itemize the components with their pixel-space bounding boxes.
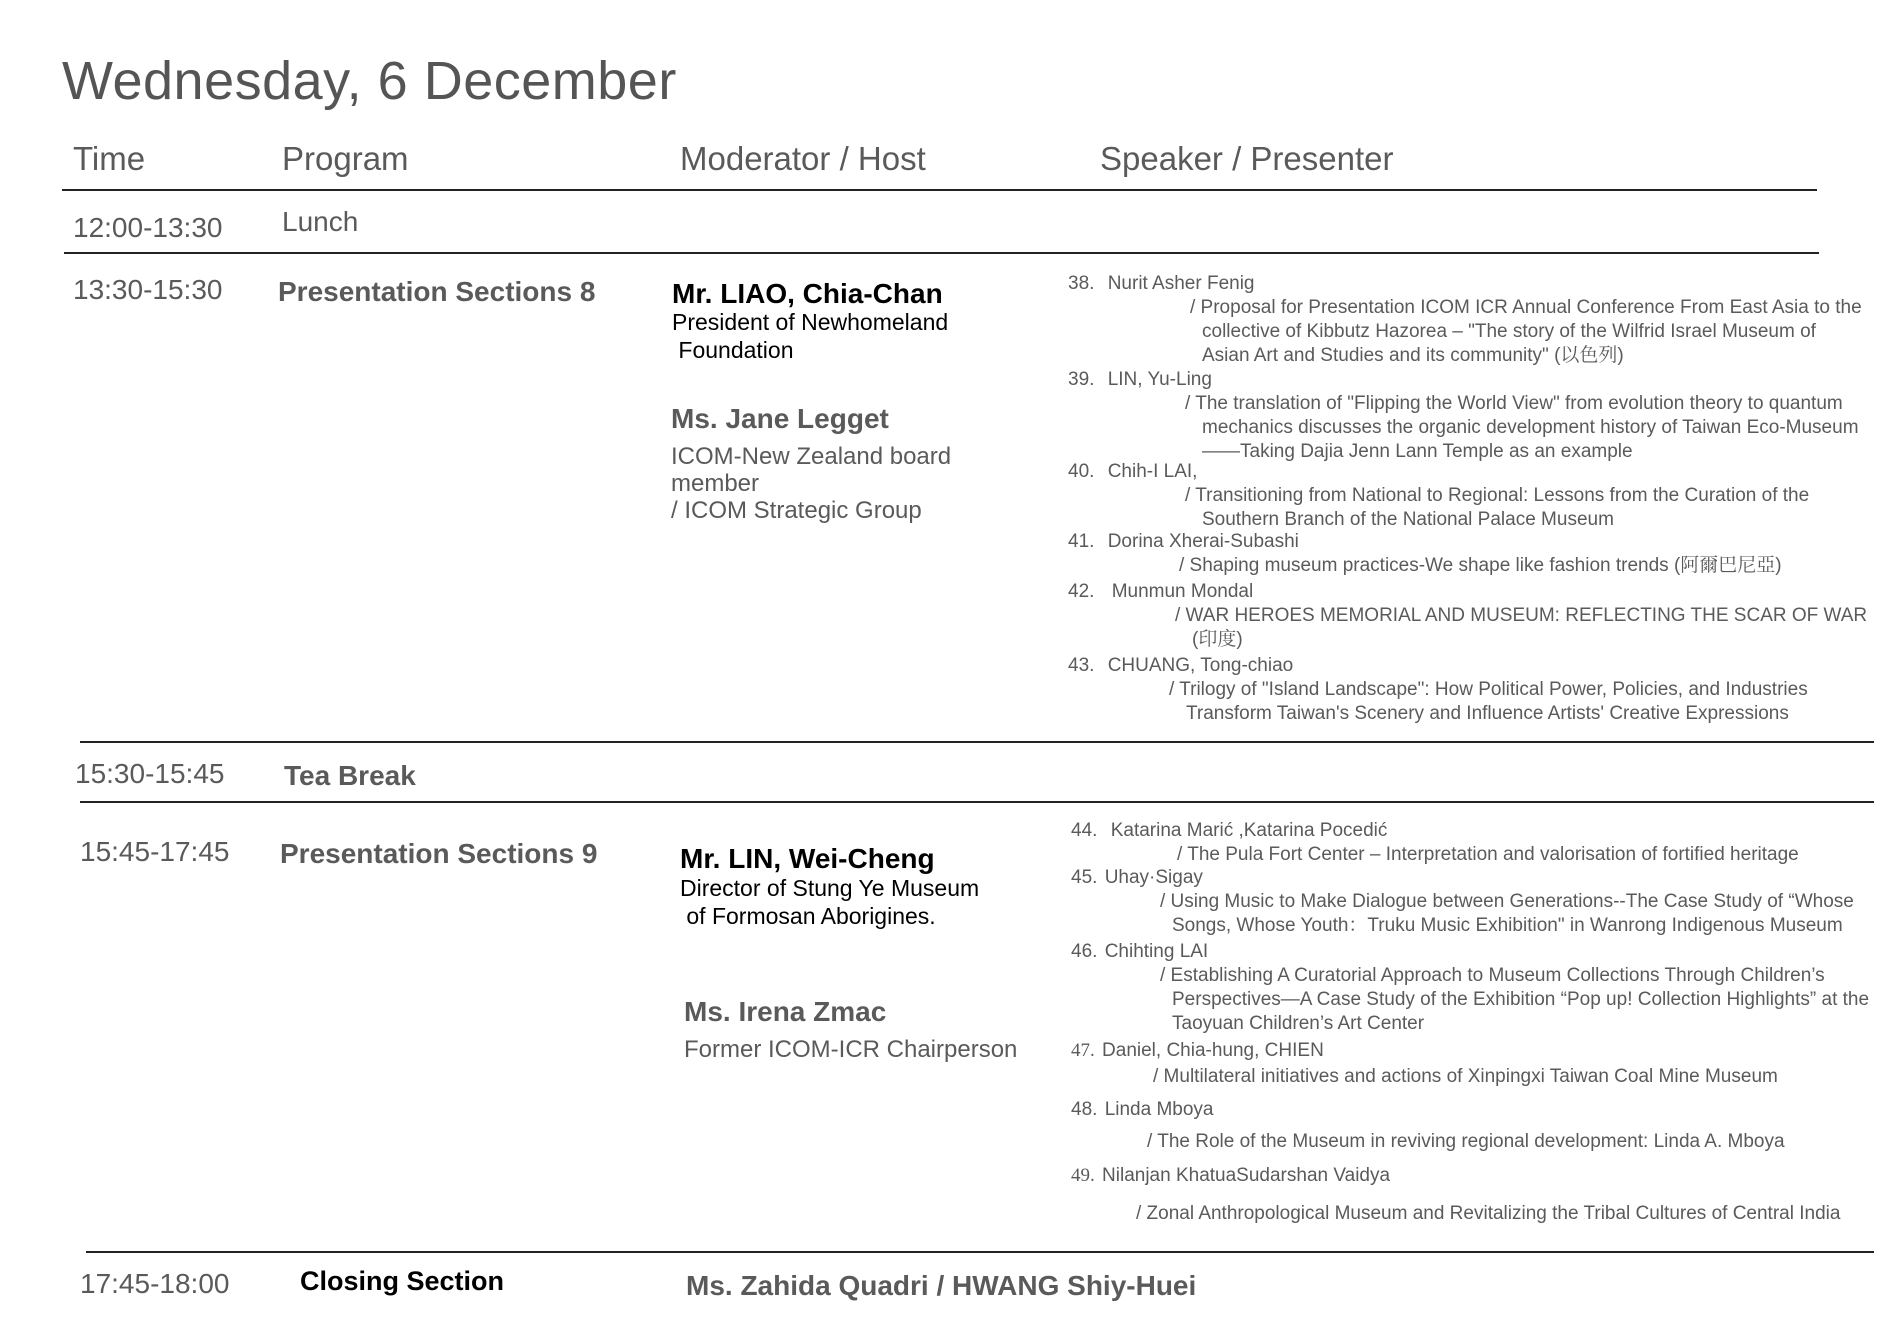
- speaker-entry: [1071, 1098, 1785, 1152]
- teabreak-time: 15:30-15:45: [75, 758, 225, 789]
- speaker-entry: [1071, 866, 1854, 936]
- speaker-talk: / Transitioning from National to Regional: Lessons from the Curation of the Southern Branch of the National Palace Museum: [1185, 485, 1810, 530]
- speaker-name: Linda Mboya: [1104, 1099, 1214, 1120]
- teabreak-divider: [80, 801, 1874, 803]
- lunch-divider: [64, 252, 1819, 254]
- speaker-number: 41.: [1068, 531, 1095, 552]
- lunch-program: Lunch: [282, 206, 359, 237]
- speaker-entry: [1068, 272, 1862, 366]
- closing-host: Ms. Zahida Quadri / HWANG Shiy-Huei: [686, 1270, 1197, 1301]
- speaker-talk: / The Role of the Museum in reviving regional development: Linda A. Mboya: [1147, 1131, 1785, 1152]
- speaker-entry: [1068, 530, 1782, 576]
- speaker-entry: [1071, 940, 1870, 1034]
- header-time: Time: [73, 140, 146, 177]
- speaker-number: 39.: [1068, 369, 1095, 390]
- speaker-entry: [1071, 1039, 1778, 1087]
- section8-time: 13:30-15:30: [73, 274, 223, 305]
- speaker-name: Chih-I LAI,: [1107, 461, 1198, 482]
- speaker-number: 38.: [1068, 273, 1095, 294]
- page-title: Wednesday, 6 December: [62, 51, 677, 111]
- speaker-talk: / Shaping museum practices-We shape like fashion trends (阿爾巴尼亞): [1179, 555, 1782, 576]
- speaker-name: Katarina Marić ,Katarina Pocedić: [1110, 820, 1388, 841]
- speaker-talk: / Multilateral initiatives and actions of Xinpingxi Taiwan Coal Mine Museum: [1153, 1066, 1778, 1087]
- header-program: Program: [282, 140, 409, 177]
- header-divider: [62, 189, 1817, 191]
- speaker-name: LIN, Yu-Ling: [1107, 369, 1212, 390]
- speaker-talk: / Zonal Anthropological Museum and Revitalizing the Tribal Cultures of Central India: [1136, 1203, 1841, 1224]
- header-speaker: Speaker / Presenter: [1100, 140, 1394, 177]
- teabreak-program: Tea Break: [284, 760, 416, 791]
- speaker-talk: / The translation of "Flipping the World View" from evolution theory to quantum mechanics discusses the organic development history of Taiwan Eco-Museum ——Taking Dajia Jenn Lann Temple as an example: [1185, 393, 1859, 462]
- header-moderator: Moderator / Host: [680, 140, 926, 177]
- speaker-talk: / WAR HEROES MEMORIAL AND MUSEUM: REFLECTING THE SCAR OF WAR (印度): [1175, 605, 1868, 650]
- speaker-name: Nilanjan KhatuaSudarshan Vaidya: [1102, 1165, 1391, 1186]
- speaker-name: Chihting LAI: [1104, 941, 1209, 962]
- speaker-entry: [1071, 819, 1799, 865]
- speaker-number: 44.: [1071, 820, 1098, 841]
- speaker-talk: / Proposal for Presentation ICOM ICR Annual Conference From East Asia to the collective of Kibbutz Hazorea – "The story of the Wilfrid Israel Museum of Asian Art and Studies and its community" (以色列): [1190, 297, 1862, 366]
- speaker-entry: [1068, 368, 1859, 462]
- speaker-name: Munmun Mondal: [1111, 581, 1254, 602]
- closing-program: Closing Section: [300, 1266, 505, 1296]
- speaker-talk: / The Pula Fort Center – Interpretation and valorisation of fortified heritage: [1177, 844, 1799, 865]
- section9-moderator1-title: Director of Stung Ye Museum of Formosan Aborigines.: [680, 875, 980, 929]
- section9-time: 15:45-17:45: [80, 836, 230, 867]
- speaker-entry: [1068, 580, 1868, 650]
- section9-divider: [86, 1251, 1874, 1253]
- speaker-entry: [1068, 460, 1810, 530]
- speaker-entry: [1068, 654, 1808, 724]
- closing-time: 17:45-18:00: [80, 1268, 230, 1299]
- speaker-talk: / Establishing A Curatorial Approach to Museum Collections Through Children’s Perspectives—A Case Study of the Exhibition “Pop up! Collection Highlights” at the Taoyuan Children’s Art Center: [1160, 965, 1870, 1034]
- speaker-name: CHUANG, Tong-chiao: [1107, 655, 1294, 676]
- speaker-number: 45.: [1071, 867, 1098, 888]
- section9-moderator2-name: Ms. Irena Zmac: [684, 996, 887, 1027]
- speaker-name: Nurit Asher Fenig: [1107, 273, 1255, 294]
- section8-program: Presentation Sections 8: [278, 276, 596, 307]
- speaker-number: 43.: [1068, 655, 1095, 676]
- section8-moderator1-name: Mr. LIAO, Chia-Chan: [672, 278, 943, 309]
- section9-moderator1-name: Mr. LIN, Wei-Cheng: [680, 843, 935, 874]
- section8-moderator2-name: Ms. Jane Legget: [671, 403, 889, 434]
- section8-moderator2-title: ICOM-New Zealand board member / ICOM Strategic Group: [671, 443, 952, 524]
- speaker-number: 47.: [1071, 1040, 1095, 1061]
- speaker-number: 42.: [1068, 581, 1095, 602]
- lunch-time: 12:00-13:30: [73, 212, 223, 243]
- speaker-name: Daniel, Chia-hung, CHIEN: [1102, 1040, 1324, 1061]
- section9-program: Presentation Sections 9: [280, 838, 598, 869]
- speaker-talk: / Using Music to Make Dialogue between Generations--The Case Study of “Whose Songs, Whose Youth：Truku Music Exhibition" in Wanrong Indigenous Museum: [1160, 891, 1854, 936]
- speaker-number: 40.: [1068, 461, 1095, 482]
- speaker-talk: / Trilogy of "Island Landscape": How Political Power, Policies, and Industries Transform Taiwan's Scenery and Influence Artists' Creative Expressions: [1169, 679, 1808, 724]
- section9-moderator2-title: Former ICOM-ICR Chairperson: [684, 1036, 1018, 1063]
- speaker-name: Dorina Xherai-Subashi: [1107, 531, 1299, 552]
- speaker-name: Uhay·Sigay: [1104, 867, 1203, 888]
- speaker-number: 48.: [1071, 1099, 1098, 1120]
- speaker-entry: [1071, 1164, 1841, 1224]
- speaker-number: 49.: [1071, 1165, 1095, 1186]
- speaker-number: 46.: [1071, 941, 1098, 962]
- section8-divider: [80, 741, 1874, 743]
- section8-moderator1-title: President of Newhomeland Foundation: [672, 309, 949, 363]
